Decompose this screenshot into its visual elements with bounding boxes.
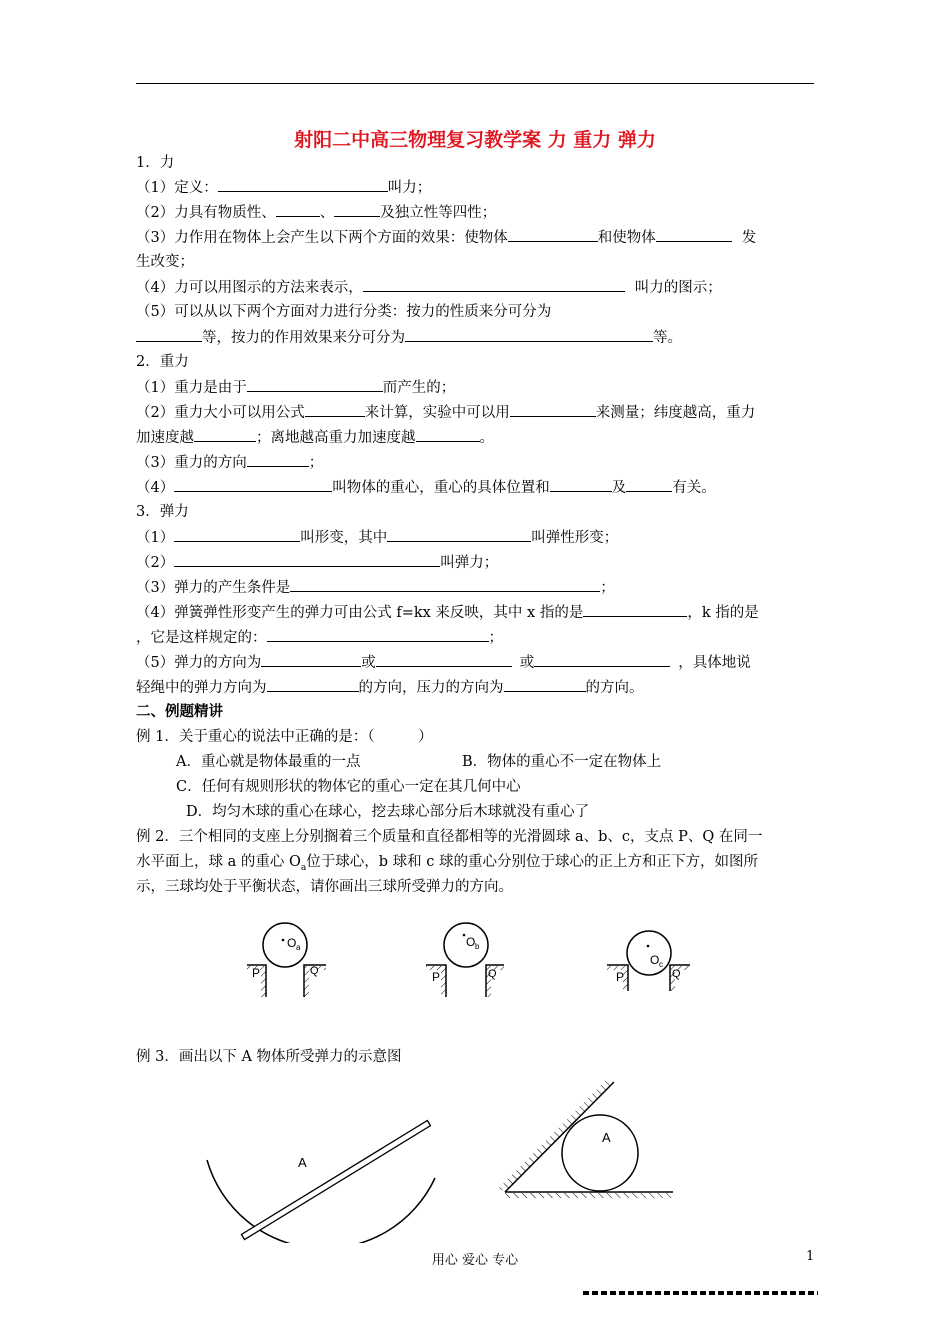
support-c [607,931,690,991]
blank[interactable] [387,527,531,542]
blank[interactable] [334,202,380,217]
s3-line-5b: 轻绳中的弹力方向为 的方向，压力的方向为 的方向。 [136,677,816,698]
top-rule [136,83,814,84]
svg-text:O: O [650,953,660,967]
s2-line-2: （2）重力大小可以用公式 来计算，实验中可以用 来测量；纬度越高，重力 [136,402,816,423]
example-2-figure [230,915,710,1005]
s3-line-2: （2） 叫弹力； [136,552,816,573]
s1-line-5b: 等，按力的作用效果来分可分为 等。 [136,327,816,348]
example-2-line-3: 示，三球均处于平衡状态，请你画出三球所受弹力的方向。 [136,879,513,895]
blank[interactable] [305,402,365,417]
svg-text:b: b [475,942,480,951]
example-1-option-d[interactable]: D．均匀木球的重心在球心，挖去球心部分后木球就没有重心了 [186,804,590,820]
blank[interactable] [376,652,512,667]
blank[interactable] [267,677,359,692]
blank[interactable] [136,327,202,342]
blank[interactable] [583,602,687,617]
section-2-heading: 2．重力 [136,354,189,370]
svg-text:A: A [298,1155,307,1170]
blank[interactable] [504,677,586,692]
blank[interactable] [194,427,256,442]
example-1-option-c[interactable]: C．任何有规则形状的物体它的重心一定在其几何中心 [176,779,521,795]
page-number: 1 [806,1249,815,1264]
example-3-incline-figure [498,1076,680,1198]
example-1-question: 例 1．关于重心的说法中正确的是：（ ） [136,729,433,745]
svg-text:P: P [252,966,261,980]
blank[interactable] [534,652,670,667]
section-1-heading: 1．力 [136,155,175,171]
s2-line-2b: 加速度越 ；离地越高重力加速度越 。 [136,427,816,448]
s3-line-5: （5）弹力的方向为 或 或 ，具体地说 [136,652,816,673]
blank[interactable] [218,177,388,192]
support-b [426,923,504,997]
blank[interactable] [510,402,596,417]
s2-line-4: （4） 叫物体的重心，重心的具体位置和 及 有关。 [136,477,816,498]
blank[interactable] [405,327,653,342]
footer-text: 用心 爱心 专心 [431,1253,519,1268]
example-1-option-b[interactable]: B．物体的重心不一定在物体上 [462,754,662,770]
s1-line-1: （1）定义： 叫力； [136,177,816,198]
svg-text:Q: Q [488,968,497,980]
blank[interactable] [267,627,489,642]
blank[interactable] [290,577,600,592]
page-title: 射阳二中高三物理复习教学案 力 重力 弹力 [294,129,656,151]
footer-rule [583,1291,818,1295]
blank[interactable] [247,377,383,392]
s1-line-3b: 生改变； [136,254,194,270]
support-a [247,923,326,997]
s3-line-4: （4）弹簧弹性形变产生的弹力可由公式 f=kx 来反映，其中 x 指的是 ，k 指的是 [136,602,816,623]
example-1-option-a[interactable]: A．重心就是物体最重的一点 [176,754,361,770]
s1-line-5: （5）可以从以下两个方面对力进行分类：按力的性质来分可分为 [136,304,552,320]
blank[interactable] [174,527,300,542]
blank[interactable] [550,477,612,492]
s2-line-1: （1）重力是由于 而产生的； [136,377,816,398]
example-2-line-1: 例 2．三个相同的支座上分别搁着三个质量和直径都相等的光滑圆球 a、b、c，支点 P、Q 在同一 [136,829,763,845]
svg-text:Q: Q [310,965,319,977]
svg-text:P: P [432,970,441,984]
examples-heading: 二、例题精讲 [136,704,223,720]
s1-line-2: （2）力具有物质性、 、 及独立性等四性； [136,202,816,223]
svg-text:c: c [659,960,663,969]
svg-text:A: A [602,1130,611,1145]
example-2-line-2: 水平面上，球 a 的重心 $O_a$位于球心，b 球和 c 球的重心分别位于球心的正上方和正下方，如图所 [136,854,758,873]
ball-c [627,931,671,975]
s3-line-3: （3）弹力的产生条件是 ； [136,577,816,598]
blank[interactable] [508,227,598,242]
example-3-bowl-figure [195,1118,445,1243]
svg-text:P: P [616,970,625,984]
svg-text:O: O [466,935,476,949]
blank[interactable] [656,227,732,242]
blank[interactable] [416,427,480,442]
s3-line-1: （1） 叫形变，其中 叫弹性形变； [136,527,816,548]
example-3-question: 例 3．画出以下 A 物体所受弹力的示意图 [136,1049,402,1065]
ball-a [562,1115,638,1191]
s2-line-3: （3）重力的方向 ； [136,452,816,473]
svg-text:Q: Q [672,968,681,980]
blank[interactable] [626,477,672,492]
svg-text:a: a [296,943,301,952]
svg-text:O: O [287,936,297,950]
s3-line-4b: ，它是这样规定的： ； [136,627,816,648]
blank[interactable] [363,277,625,292]
blank[interactable] [261,652,361,667]
blank[interactable] [174,477,332,492]
section-3-heading: 3．弹力 [136,504,189,520]
blank[interactable] [174,552,440,567]
s1-line-4: （4）力可以用图示的方法来表示， 叫力的图示； [136,277,816,298]
s1-line-3: （3）力作用在物体上会产生以下两个方面的效果：使物体 和使物体 发 [136,227,816,248]
blank[interactable] [247,452,309,467]
bowl-arc [207,1160,435,1243]
blank[interactable] [276,202,320,217]
